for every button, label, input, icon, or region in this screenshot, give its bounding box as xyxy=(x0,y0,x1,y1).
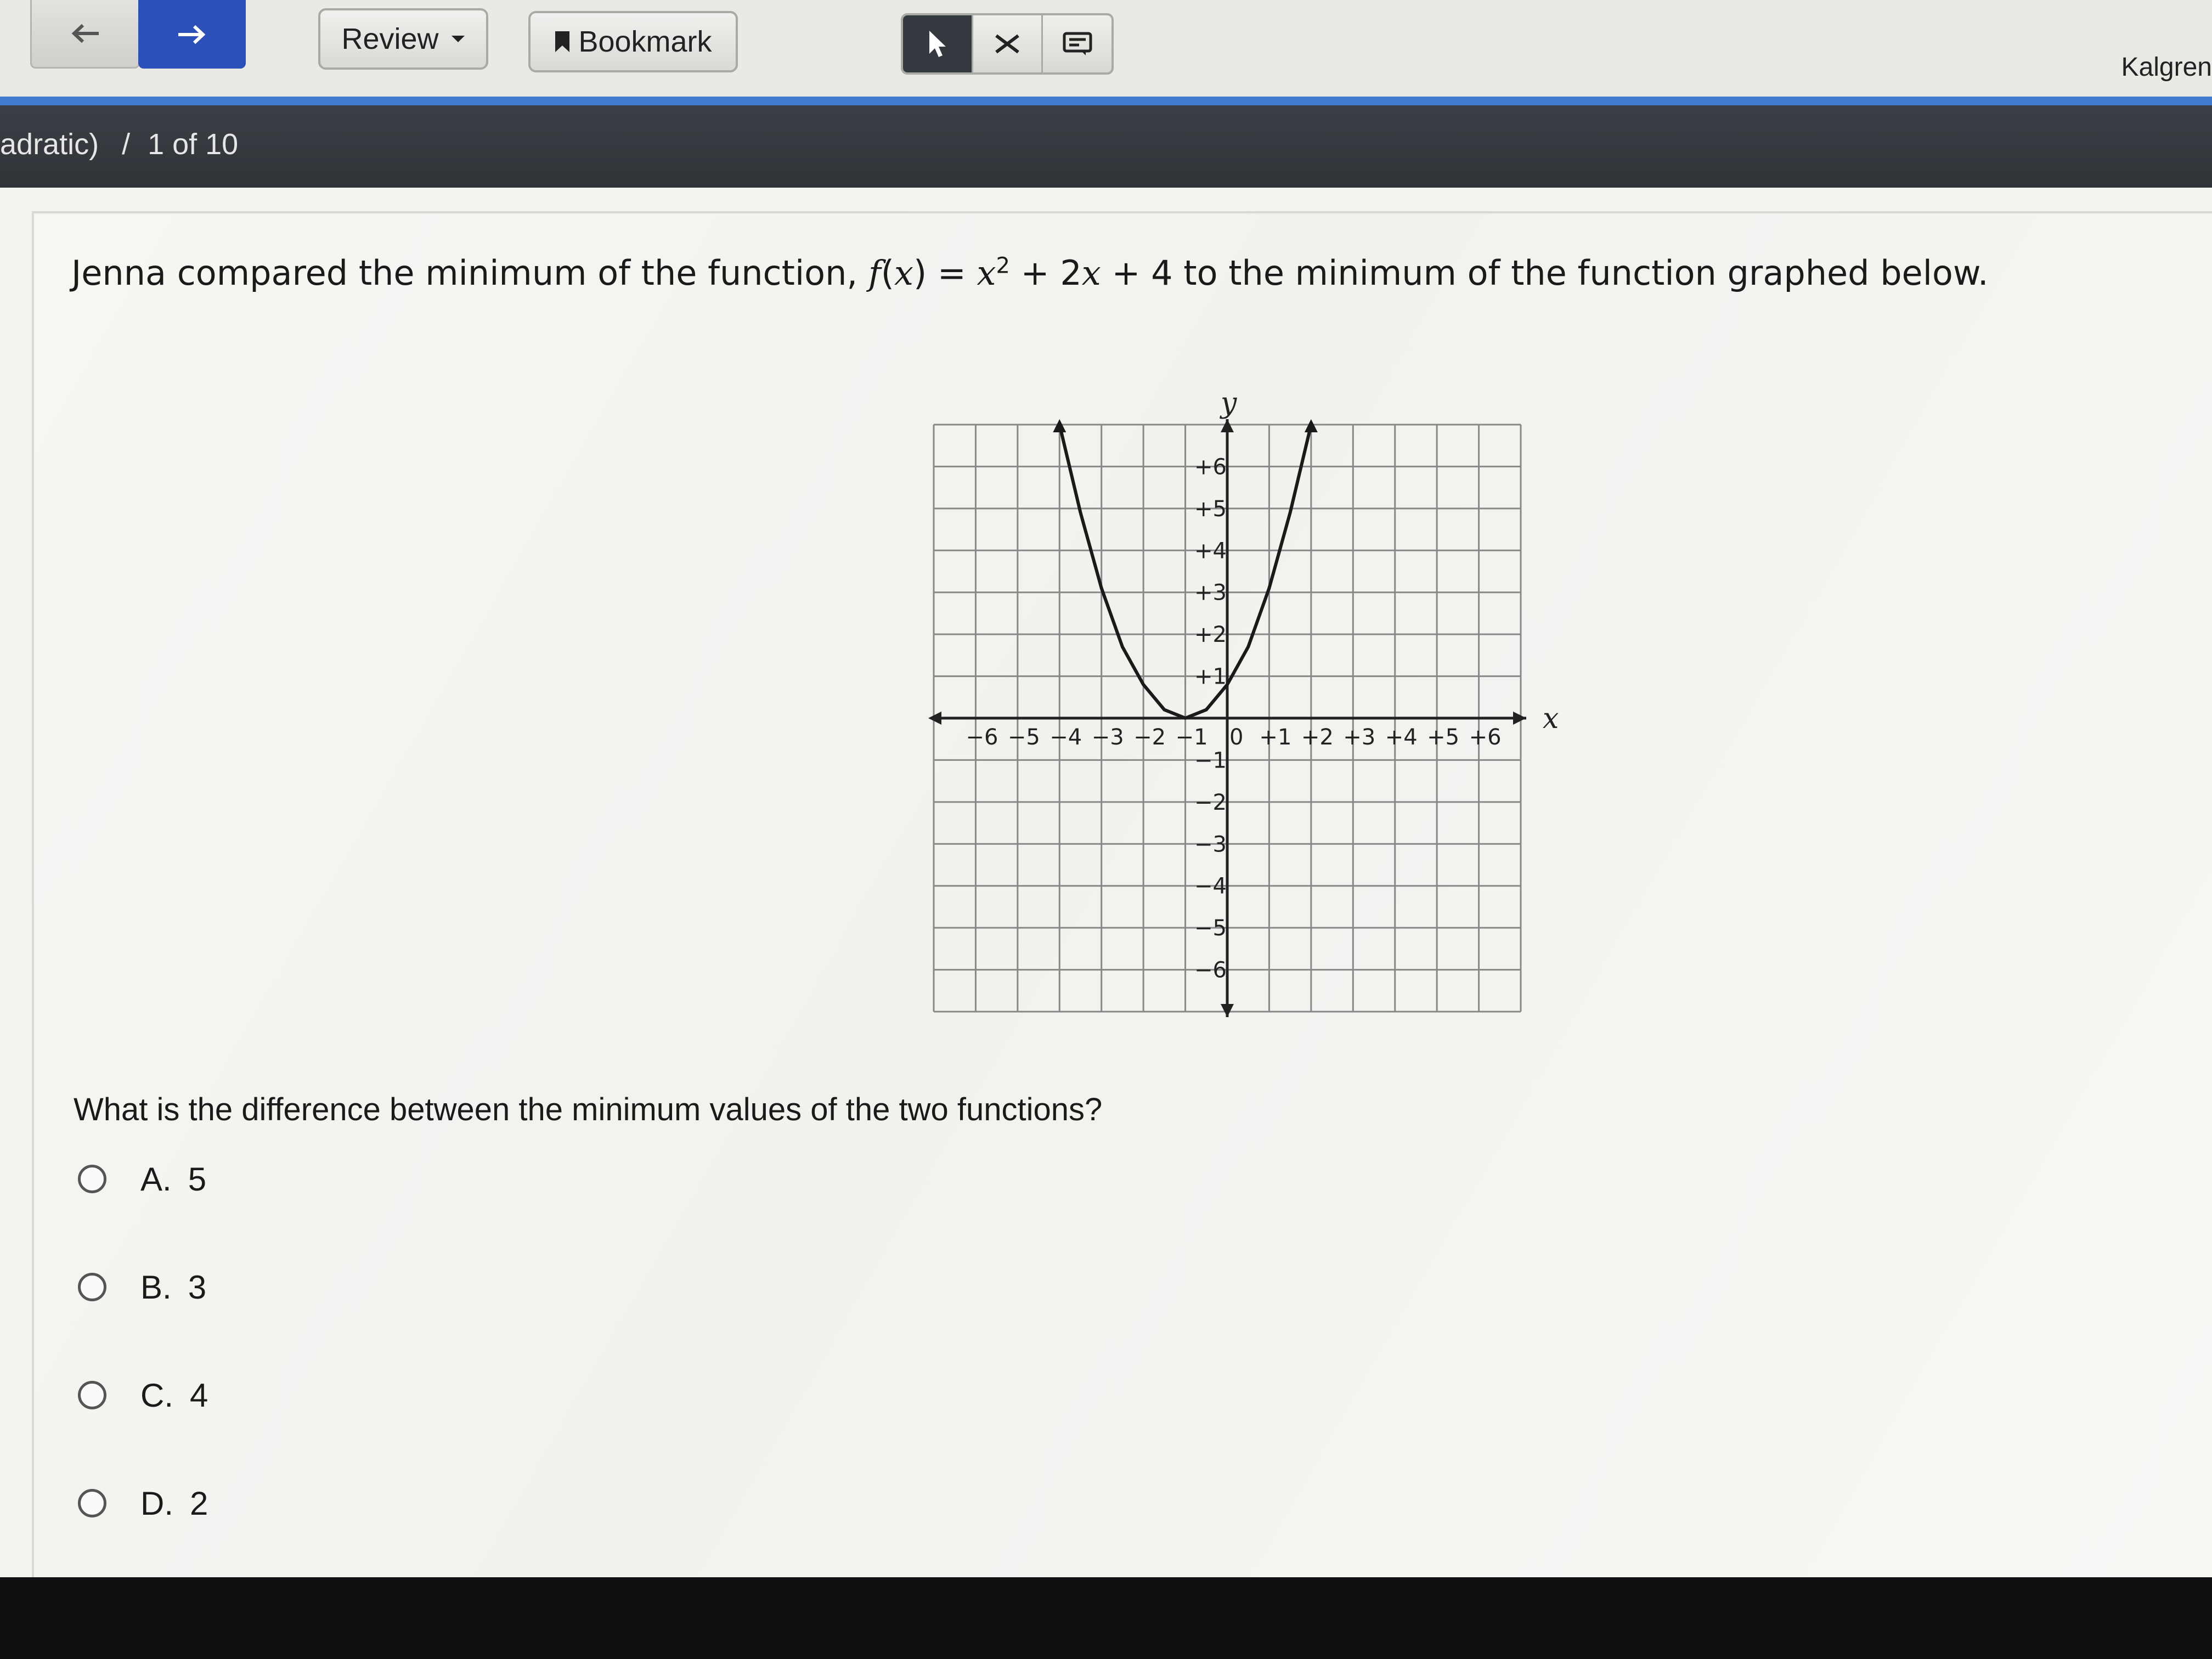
x-tick-label: +4 xyxy=(1385,725,1418,750)
pointer-icon xyxy=(926,30,948,58)
function-expression: $f(x) = x^2 + 2x + 4$ xyxy=(868,253,1173,293)
y-tick-label: +4 xyxy=(1194,538,1227,564)
cross-out-icon xyxy=(994,33,1021,55)
choice-a-text: 5 xyxy=(188,1160,207,1198)
arrow-left-icon xyxy=(69,22,101,44)
screen-bezel xyxy=(0,1577,2212,1659)
y-tick-label: +3 xyxy=(1194,580,1227,606)
y-tick-label: +2 xyxy=(1194,622,1227,648)
breadcrumb-section: adratic) xyxy=(0,128,99,161)
y-tick-label: +5 xyxy=(1194,496,1227,522)
radio-d[interactable] xyxy=(78,1489,106,1517)
y-tick-label: −1 xyxy=(1194,748,1227,774)
x-tick-label: +5 xyxy=(1427,725,1460,750)
x-tick-label: −1 xyxy=(1175,725,1208,750)
chevron-down-icon xyxy=(451,35,465,43)
x-tick-label: +6 xyxy=(1469,725,1502,750)
y-tick-label: −6 xyxy=(1194,957,1227,983)
choice-d[interactable] xyxy=(78,1479,208,1528)
x-axis-label: x xyxy=(1543,702,1559,735)
radio-c[interactable] xyxy=(78,1381,106,1409)
y-tick-label: +6 xyxy=(1194,454,1227,480)
question-stem xyxy=(71,253,1989,293)
stem-prefix: Jenna compared the minimum of the function, xyxy=(71,253,858,293)
choice-b[interactable] xyxy=(78,1262,206,1312)
y-tick-label: −5 xyxy=(1194,916,1227,941)
y-axis-arrow xyxy=(1221,419,1234,432)
cross-out-tool[interactable] xyxy=(972,15,1042,72)
breadcrumb-bar xyxy=(0,105,2212,188)
x-axis-arrow-negative xyxy=(928,712,941,725)
y-tick-label: −4 xyxy=(1194,873,1227,899)
x-tick-label: 0 xyxy=(1229,725,1244,750)
breadcrumb xyxy=(0,127,238,161)
radio-a[interactable] xyxy=(78,1165,106,1193)
radio-b[interactable] xyxy=(78,1273,106,1301)
accent-line xyxy=(0,97,2212,105)
curve-arrow-left xyxy=(1053,419,1066,432)
x-tick-label: −4 xyxy=(1049,725,1082,750)
back-button[interactable] xyxy=(30,0,140,69)
choice-d-letter: D. xyxy=(140,1485,173,1522)
stem-suffix: to the minimum of the function graphed below. xyxy=(1183,253,1989,293)
y-tick-label: −2 xyxy=(1194,789,1227,815)
review-label: Review xyxy=(341,22,439,55)
choice-b-letter: B. xyxy=(140,1268,172,1306)
choice-b-text: 3 xyxy=(188,1268,207,1306)
notepad-icon xyxy=(1063,32,1092,56)
x-tick-label: −3 xyxy=(1091,725,1124,750)
x-tick-label: −5 xyxy=(1007,725,1040,750)
x-tick-label: +1 xyxy=(1259,725,1292,750)
breadcrumb-separator: / xyxy=(122,128,131,161)
question-card xyxy=(32,211,2212,1585)
x-tick-label: +2 xyxy=(1301,725,1334,750)
y-tick-label: −3 xyxy=(1194,832,1227,857)
choice-a[interactable] xyxy=(78,1154,206,1204)
y-axis-arrow-negative xyxy=(1221,1004,1234,1017)
x-tick-label: +3 xyxy=(1343,725,1376,750)
parabola-graph xyxy=(868,381,1598,1066)
x-tick-label: −2 xyxy=(1133,725,1166,750)
tool-group xyxy=(901,13,1114,75)
pointer-tool[interactable] xyxy=(903,15,972,72)
bookmark-icon xyxy=(554,30,571,53)
y-axis-label: y xyxy=(1221,387,1237,420)
review-button[interactable] xyxy=(318,8,488,70)
x-tick-label: −6 xyxy=(966,725,998,750)
choice-c-text: 4 xyxy=(190,1376,208,1414)
toolbar xyxy=(0,0,2212,104)
x-axis-arrow xyxy=(1513,712,1526,725)
bookmark-label: Bookmark xyxy=(578,25,712,58)
next-button[interactable] xyxy=(138,0,246,69)
notepad-tool[interactable] xyxy=(1041,15,1111,72)
user-name: Kalgren xyxy=(2121,53,2212,82)
arrow-right-icon xyxy=(176,24,208,46)
choice-c[interactable] xyxy=(78,1370,208,1420)
curve-arrow-right xyxy=(1305,419,1318,432)
choice-d-text: 2 xyxy=(190,1485,208,1522)
bookmark-button[interactable] xyxy=(528,11,738,72)
choice-a-letter: A. xyxy=(140,1160,172,1198)
y-tick-label: +1 xyxy=(1194,664,1227,690)
choice-c-letter: C. xyxy=(140,1376,173,1414)
question-prompt: What is the difference between the minimum values of the two functions? xyxy=(74,1092,1103,1127)
question-counter: 1 of 10 xyxy=(148,128,239,161)
